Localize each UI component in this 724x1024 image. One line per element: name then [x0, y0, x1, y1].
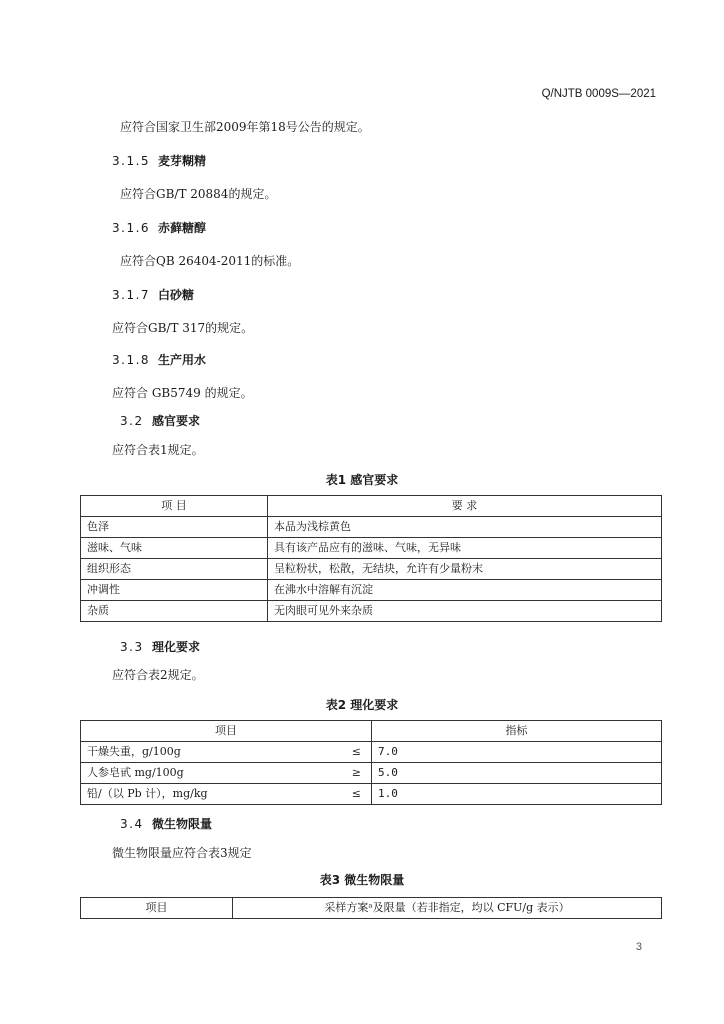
table-cell: 组织形态: [81, 559, 268, 580]
section-heading-3-4: [120, 815, 212, 832]
table-cell-value: 7.0: [372, 742, 662, 763]
section-body-3-2: 应符合表1规定。: [112, 443, 204, 457]
intro-paragraph: 应符合国家卫生部2009年第18号公告的规定。: [120, 120, 370, 134]
table-row: [81, 601, 662, 622]
table3-microbial: [80, 897, 662, 919]
table2-caption: 表2 理化要求: [325, 698, 399, 712]
table-header-cell: 项 目: [81, 496, 268, 517]
table-cell: 杂质: [81, 601, 268, 622]
table-header-cell: 指标: [372, 721, 662, 742]
table-cell: 具有该产品应有的滋味、气味，无异味: [268, 538, 662, 559]
table-header-row: [81, 898, 662, 919]
section-title: 生产用水: [158, 353, 207, 367]
section-title: 感官要求: [152, 414, 201, 428]
section-number: 3.1.6: [112, 221, 151, 235]
section-heading-3-1-6: [112, 219, 206, 236]
section-heading-3-1-8: [112, 351, 206, 368]
section-number: 3.4: [120, 817, 144, 831]
table-row: [81, 742, 662, 763]
table-row: [81, 580, 662, 601]
table-cell-symbol: ≤: [336, 742, 372, 763]
table-cell: 呈粒粉状，松散，无结块，允许有少量粉末: [268, 559, 662, 580]
section-body-3-1-6: 应符合QB 26404-2011的标准。: [120, 254, 300, 268]
table-header-cell: 采样方案ᵃ及限量（若非指定，均以 CFU/g 表示）: [233, 898, 662, 919]
section-title: 赤藓糖醇: [158, 221, 207, 235]
section-title: 白砂糖: [158, 288, 195, 302]
table1-sensory: [80, 495, 662, 622]
table-header-row: [81, 496, 662, 517]
table-cell-symbol: ≤: [336, 784, 372, 805]
section-body-3-1-5: 应符合GB/T 20884的规定。: [120, 187, 277, 201]
table-cell: 铅/（以 Pb 计），mg/kg: [81, 784, 336, 805]
table-cell: 色泽: [81, 517, 268, 538]
section-body-3-3: 应符合表2规定。: [112, 668, 204, 682]
table-row: [81, 763, 662, 784]
table-row: [81, 538, 662, 559]
table-cell: 冲调性: [81, 580, 268, 601]
section-number: 3.1.5: [112, 154, 151, 168]
section-body-3-1-7: 应符合GB/T 317的规定。: [112, 321, 254, 335]
section-title: 麦芽糊精: [158, 154, 207, 168]
table-header-cell: 要 求: [268, 496, 662, 517]
page-number: 3: [635, 941, 642, 953]
section-body-3-4: 微生物限量应符合表3规定: [112, 846, 252, 860]
table-header-cell: 项目: [81, 721, 372, 742]
standard-code: Q/NJTB 0009S—2021: [541, 88, 656, 100]
section-title: 微生物限量: [152, 817, 213, 831]
section-heading-3-3: [120, 638, 200, 655]
section-heading-3-2: [120, 412, 200, 429]
table-cell-value: 1.0: [372, 784, 662, 805]
table-cell-symbol: ≥: [336, 763, 372, 784]
section-title: 理化要求: [152, 640, 201, 654]
table-cell: 本品为浅棕黄色: [268, 517, 662, 538]
table3-caption: 表3 微生物限量: [319, 873, 405, 887]
table-cell: 干燥失重，g/100g: [81, 742, 336, 763]
section-heading-3-1-5: [112, 152, 206, 169]
table1-caption: 表1 感官要求: [325, 473, 399, 487]
section-heading-3-1-7: [112, 286, 194, 303]
section-body-3-1-8: 应符合 GB5749 的规定。: [112, 386, 253, 400]
section-number: 3.3: [120, 640, 144, 654]
table-row: [81, 559, 662, 580]
table-cell-value: 5.0: [372, 763, 662, 784]
section-number: 3.1.8: [112, 353, 151, 367]
table-row: [81, 784, 662, 805]
table-cell: 在沸水中溶解有沉淀: [268, 580, 662, 601]
section-number: 3.2: [120, 414, 144, 428]
table2-physicochemical: [80, 720, 662, 805]
table-cell: 无肉眼可见外来杂质: [268, 601, 662, 622]
table-header-cell: 项目: [81, 898, 233, 919]
table-header-row: [81, 721, 662, 742]
table-row: [81, 517, 662, 538]
section-number: 3.1.7: [112, 288, 151, 302]
table-cell: 人参皂甙 mg/100g: [81, 763, 336, 784]
table-cell: 滋味、气味: [81, 538, 268, 559]
